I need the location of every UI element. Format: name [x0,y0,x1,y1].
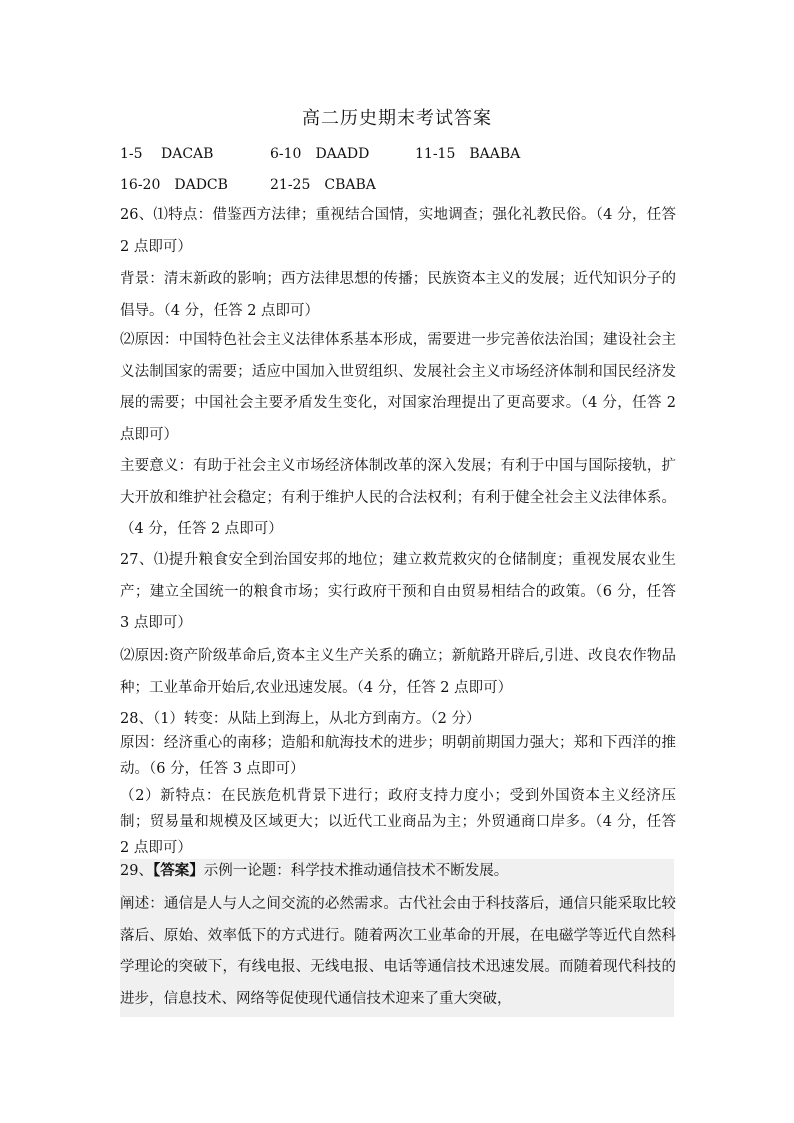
answer-range-11-15: 11-15 BAABA [415,146,521,162]
answer-range-6-10: 6-10 DAADD [270,146,370,162]
q29-number: 29、 [120,863,153,879]
q26-part1-background: 背景：清末新政的影响；西方法律思想的传播；民族资本主义的发展；近代知识分子的倡导。（4 分，任答 2 点即可） [120,271,676,319]
q29-answer-tag: 【答案】 [152,862,204,879]
q29-thesis-text: 示例一论题：科学技术推动通信技术不断发展。 [203,863,509,879]
q26-part2-significance: 主要意义：有助于社会主义市场经济体制改革的深入发展；有利于中国与国际接轨，扩大开放和维护社会稳定；有利于维护人民的合法权利；有利于健全社会主义法律体系。（4 分，任答 2 点即可） [120,458,676,537]
q29-elaboration: 阐述：通信是人与人之间交流的必然需求。古代社会由于科技落后，通信只能采取比较落后、原始、效率低下的方式进行。随着两次工业革命的开展，在电磁学等近代自然科学理论的突破下，有线电报、无线电报、电话等通信技术迅速发展。而随着现代科技的进步，信息技术、网络等促使现代通信技术迎来了重大突破， [120,896,676,1007]
q26-part1-features: 26、⑴特点：借鉴西方法律；重视结合国情，实地调查；强化礼教民俗。（4 分，任答 2 点即可） [120,207,676,255]
q28-part2-features: （2）新特点：在民族危机背景下进行；政府支持力度小；受到外国资本主义经济压制；贸易量和规模及区域更大；以近代工业商品为主；外贸通商口岸多。（4 分，任答 2 点即可） [120,788,676,856]
answer-row-1 [120,143,520,163]
answer-range-16-20: 16-20 DADCB [120,177,228,193]
answer-range-1-5: 1-5 DACAB [120,146,214,162]
q27-part1: 27、⑴提升粮食安全到治国安邦的地位；建立救荒救灾的仓储制度；重视发展农业生产；建立全国统一的粮食市场；实行政府干预和自由贸易相结合的政策。（6 分，任答 3 点即可） [120,552,676,631]
answer-row-2 [120,174,376,194]
q27-part2: ⑵原因:资产阶级革命后,资本主义生产关系的确立；新航路开辟后,引进、改良农作物品种；工业革命开始后,农业迅速发展。（4 分，任答 2 点即可） [120,648,676,696]
q26-part2-reasons: ⑵原因：中国特色社会主义法律体系基本形成，需要进一步完善依法治国；建设社会主义法制国家的需要；适应中国加入世贸组织、发展社会主义市场经济体制和国民经济发展的需要；中国社会主要矛盾发生变化，对国家治理提出了更高要求。（4 分，任答 2 点即可） [120,332,676,443]
q28-part1-reasons: 原因：经济重心的南移；造船和航海技术的进步；明朝前期国力强大；郑和下西洋的推动。（6 分，任答 3 点即可） [120,735,676,777]
page-title: 高二历史期末考试答案 [302,108,492,129]
q28-part1-change: 28、（1）转变：从陆上到海上，从北方到南方。（2 分） [120,711,481,727]
answer-range-21-25: 21-25 CBABA [270,177,376,193]
q29-thesis [120,858,676,884]
